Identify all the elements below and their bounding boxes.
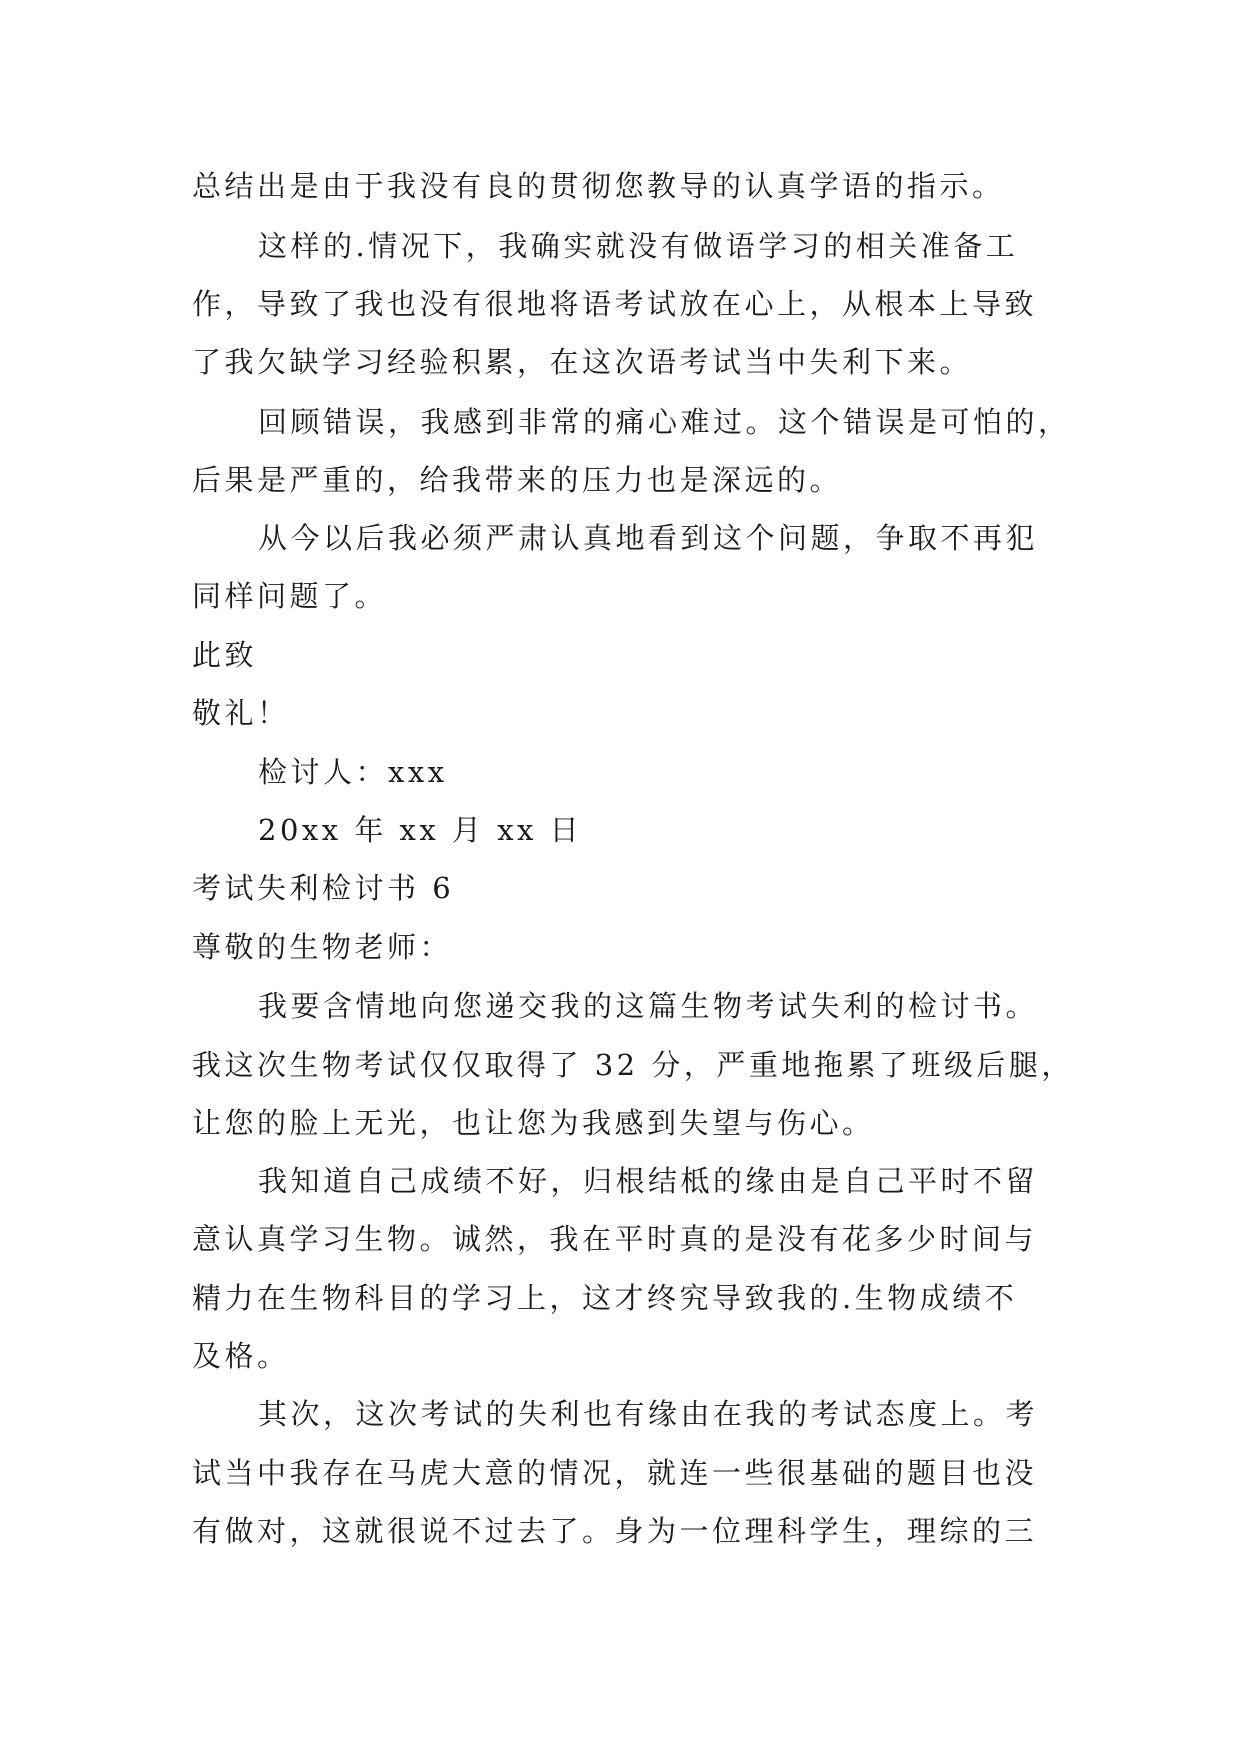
text-line: 同样问题了。 [192,579,388,613]
text-line: 总结出是由于我没有良的贯彻您教导的认真学语的指示。 [192,169,1005,203]
text-line: 后果是严重的，给我带来的压力也是深远的。 [192,463,843,497]
section-heading: 考试失利检讨书 6 [192,871,455,905]
closing-salutation: 此致 [192,638,258,672]
signature-author: 检讨人：xxx [258,755,448,789]
greeting: 尊敬的生物老师： [192,930,453,964]
paragraph-start: 回顾错误，我感到非常的痛心难过。这个错误是可怕的， [258,405,1071,439]
signature-date: 20xx 年 xx 月 xx 日 [258,813,583,847]
paragraph-start: 我知道自己成绩不好，归根结柢的缘由是自己平时不留 [258,1164,1039,1198]
closing-regards: 敬礼！ [192,696,290,730]
paragraph-start: 其次，这次考试的失利也有缘由在我的考试态度上。考 [258,1397,1039,1431]
text-line: 精力在生物科目的学习上，这才终究导致我的.生物成绩不 [192,1281,1018,1315]
text-line: 让您的脸上无光，也让您为我感到失望与伤心。 [192,1106,875,1140]
paragraph-start: 从今以后我必须严肃认真地看到这个问题，争取不再犯 [258,521,1039,555]
text-line: 我这次生物考试仅仅取得了 32 分，严重地拖累了班级后腿， [192,1048,1074,1082]
text-line: 试当中我存在马虎大意的情况，就连一些很基础的题目也没 [192,1456,1038,1490]
text-line: 意认真学习生物。诚然，我在平时真的是没有花多少时间与 [192,1222,1038,1256]
text-line: 有做对，这就很说不过去了。身为一位理科学生，理综的三 [192,1514,1038,1548]
paragraph-start: 我要含情地向您递交我的这篇生物考试失利的检讨书。 [258,989,1039,1023]
text-line: 及格。 [192,1339,290,1373]
text-line: 了我欠缺学习经验积累，在这次语考试当中失利下来。 [192,345,973,379]
text-line: 作，导致了我也没有很地将语考试放在心上，从根本上导致 [192,287,1038,321]
paragraph-start: 这样的.情况下，我确实就没有做语学习的相关准备工 [258,229,1019,263]
